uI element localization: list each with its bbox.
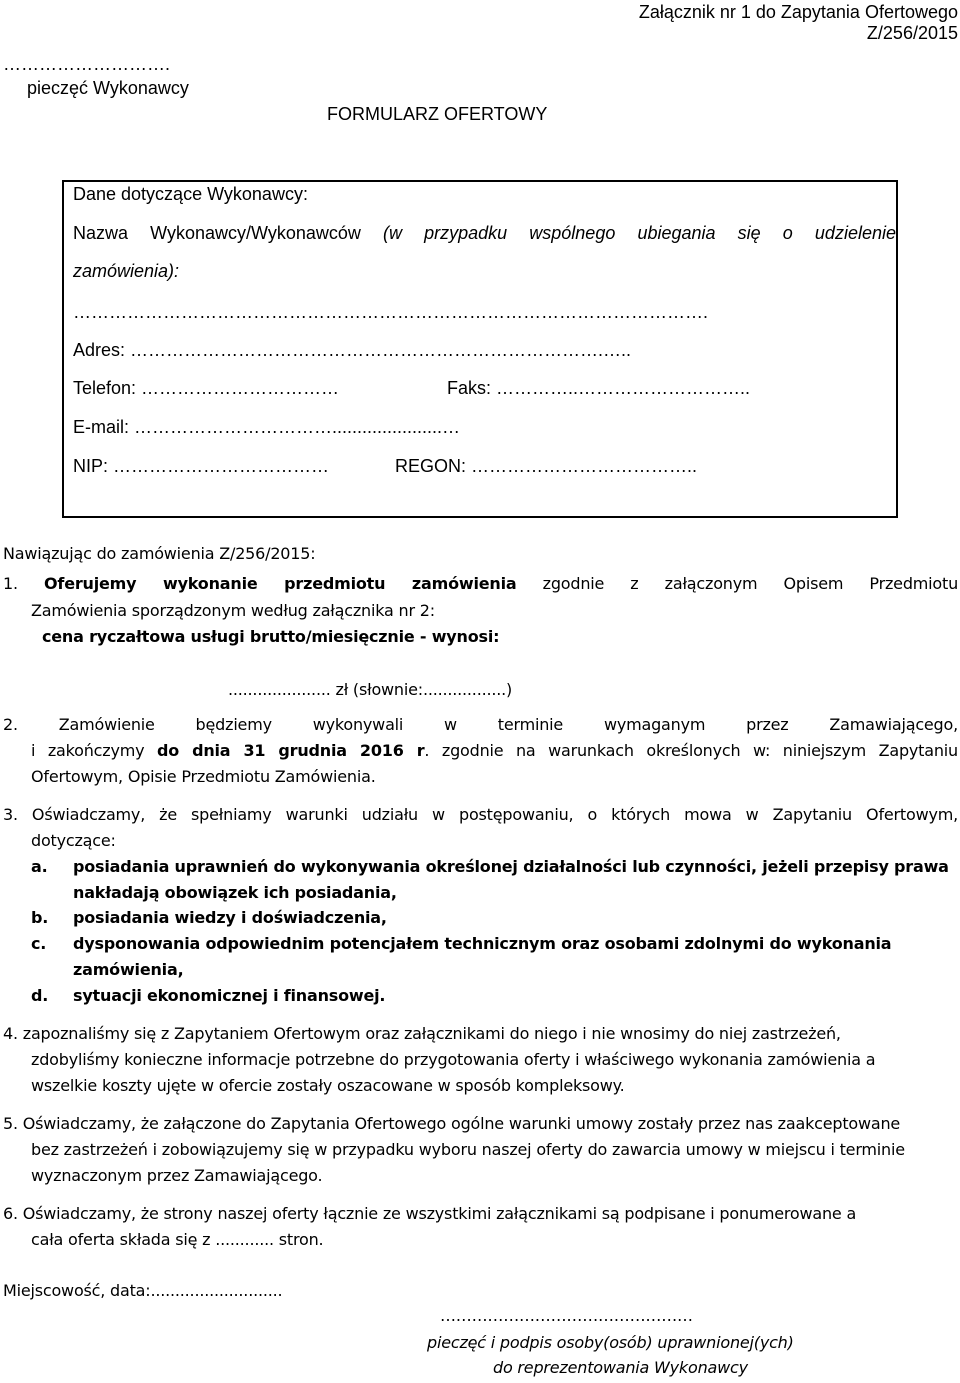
nip-field: NIP: ……………………………… xyxy=(73,456,330,476)
item-3b-label: b. xyxy=(31,908,49,927)
item-2-text-b: . zgodnie na warunkach określonych w: niniejszym Zapytaniu xyxy=(424,741,958,760)
item-3-line-1: 3. Oświadczamy, że spełniamy warunki udziału w postępowaniu, o których mowa w Zapytaniu Ofertowym, xyxy=(3,805,958,824)
item-6-line-1: 6. Oświadczamy, że strony naszej oferty łącznie ze wszystkimi załącznikami są podpisane i ponumerowane a xyxy=(3,1204,857,1223)
regon-field: REGON: ……………………………….. xyxy=(395,456,698,476)
item-3-line-2: dotyczące: xyxy=(31,831,116,850)
item-4-line-3: wszelkie koszty ujęte w ofercie zostały oszacowane w sposób kompleksowy. xyxy=(31,1076,625,1095)
item-3d-label: d. xyxy=(31,986,49,1005)
signature-label-2: do reprezentowania Wykonawcy xyxy=(493,1358,748,1377)
item-6-line-2: cała oferta składa się z ............ stron. xyxy=(31,1230,324,1249)
item-5-line-2: bez zastrzeżeń i zobowiązujemy się w przypadku wyboru naszej oferty do zawarcia umowy w miejscu i terminie xyxy=(31,1140,905,1159)
item-3c xyxy=(31,934,958,953)
phone-field: Telefon: …………………………… xyxy=(73,378,340,398)
item-3c-line-2: zamówienia, xyxy=(73,960,184,979)
contractor-name-dots: ……………………………………………………………………………………………. xyxy=(73,302,709,322)
contractor-name-note-cont: zamówienia): xyxy=(73,261,180,281)
item-2-line-3: Ofertowym, Opisie Przedmiotu Zamówienia. xyxy=(31,767,376,786)
item-1-amount: ..................... zł (słownie:.................) xyxy=(228,680,513,699)
address-field: Adres: …………………………………………………………………….….. xyxy=(73,340,632,360)
item-5-line-3: wyznaczonym przez Zamawiającego. xyxy=(31,1166,323,1185)
item-3b xyxy=(31,908,387,927)
item-3d-text: sytuacji ekonomicznej i finansowej. xyxy=(73,986,386,1005)
contractor-name-row xyxy=(73,223,896,244)
item-1-number: 1. xyxy=(3,574,18,593)
item-4-line-1: 4. zapoznaliśmy się z Zapytaniem Ofertowym oraz załącznikami do niego i nie wnosimy do niej zastrzeżeń, xyxy=(3,1024,841,1043)
item-3d xyxy=(31,986,385,1005)
annex-reference xyxy=(639,2,958,44)
item-1-rest: zgodnie z załączonym Opisem Przedmiotu xyxy=(542,574,959,593)
fax-field: Faks: …………..……………………….. xyxy=(447,378,751,398)
item-2-line-2 xyxy=(31,741,958,760)
place-date: Miejscowość, data:........................... xyxy=(3,1281,283,1300)
item-3a-line-2: nakładają obowiązek ich posiadania, xyxy=(73,883,397,902)
contractor-name-note: (w przypadku wspólnego ubiegania się o udzielenie xyxy=(383,223,896,243)
contractor-name-label: Nazwa Wykonawcy/Wykonawców xyxy=(73,223,361,243)
item-1-price-label: cena ryczałtowa usługi brutto/miesięcznie - wynosi: xyxy=(42,627,500,646)
item-3a xyxy=(31,857,958,876)
item-2-line-1: 2. Zamówienie będziemy wykonywali w terminie wymaganym przez Zamawiającego, xyxy=(3,715,958,734)
item-3b-text: posiadania wiedzy i doświadczenia, xyxy=(73,908,387,927)
item-1-line-2: Zamówienia sporządzonym według załącznika nr 2: xyxy=(31,601,435,620)
signature-dots: ………………………………………… xyxy=(440,1306,693,1325)
item-2-text-a: i zakończymy xyxy=(31,741,145,760)
item-1-line-1 xyxy=(3,574,958,593)
item-3c-label: c. xyxy=(31,934,47,953)
item-5-line-1: 5. Oświadczamy, że załączone do Zapytania Ofertowego ogólne warunki umowy zostały przez nas zaakceptowane xyxy=(3,1114,901,1133)
annex-line-2: Z/256/2015 xyxy=(866,23,958,43)
seal-label: pieczęć Wykonawcy xyxy=(27,78,189,98)
annex-line-1: Załącznik nr 1 do Zapytania Ofertowego xyxy=(638,2,958,22)
contractor-heading: Dane dotyczące Wykonawcy: xyxy=(73,184,308,204)
item-4-line-2: zdobyliśmy konieczne informacje potrzebne do przygotowania oferty i właściwego wykonania zamówienia a xyxy=(31,1050,876,1069)
intro-line: Nawiązując do zamówienia Z/256/2015: xyxy=(3,544,316,563)
seal-dots: ………………………. xyxy=(3,54,171,74)
item-3a-line-1: posiadania uprawnień do wykonywania określonej działalności lub czynności, jeżeli przepisy prawa xyxy=(73,857,949,876)
item-3c-line-1: dysponowania odpowiednim potencjałem technicznym oraz osobami zdolnymi do wykonania xyxy=(73,934,892,953)
item-1-bold: Oferujemy wykonanie przedmiotu zamówienia xyxy=(44,574,517,593)
email-field: E-mail: ……………………………......................… xyxy=(73,417,461,437)
signature-label-1: pieczęć i podpis osoby(osób) uprawnionej(ych) xyxy=(427,1333,794,1352)
form-title: FORMULARZ OFERTOWY xyxy=(327,104,548,124)
item-3a-label: a. xyxy=(31,857,48,876)
item-2-deadline: do dnia 31 grudnia 2016 r xyxy=(156,741,425,760)
